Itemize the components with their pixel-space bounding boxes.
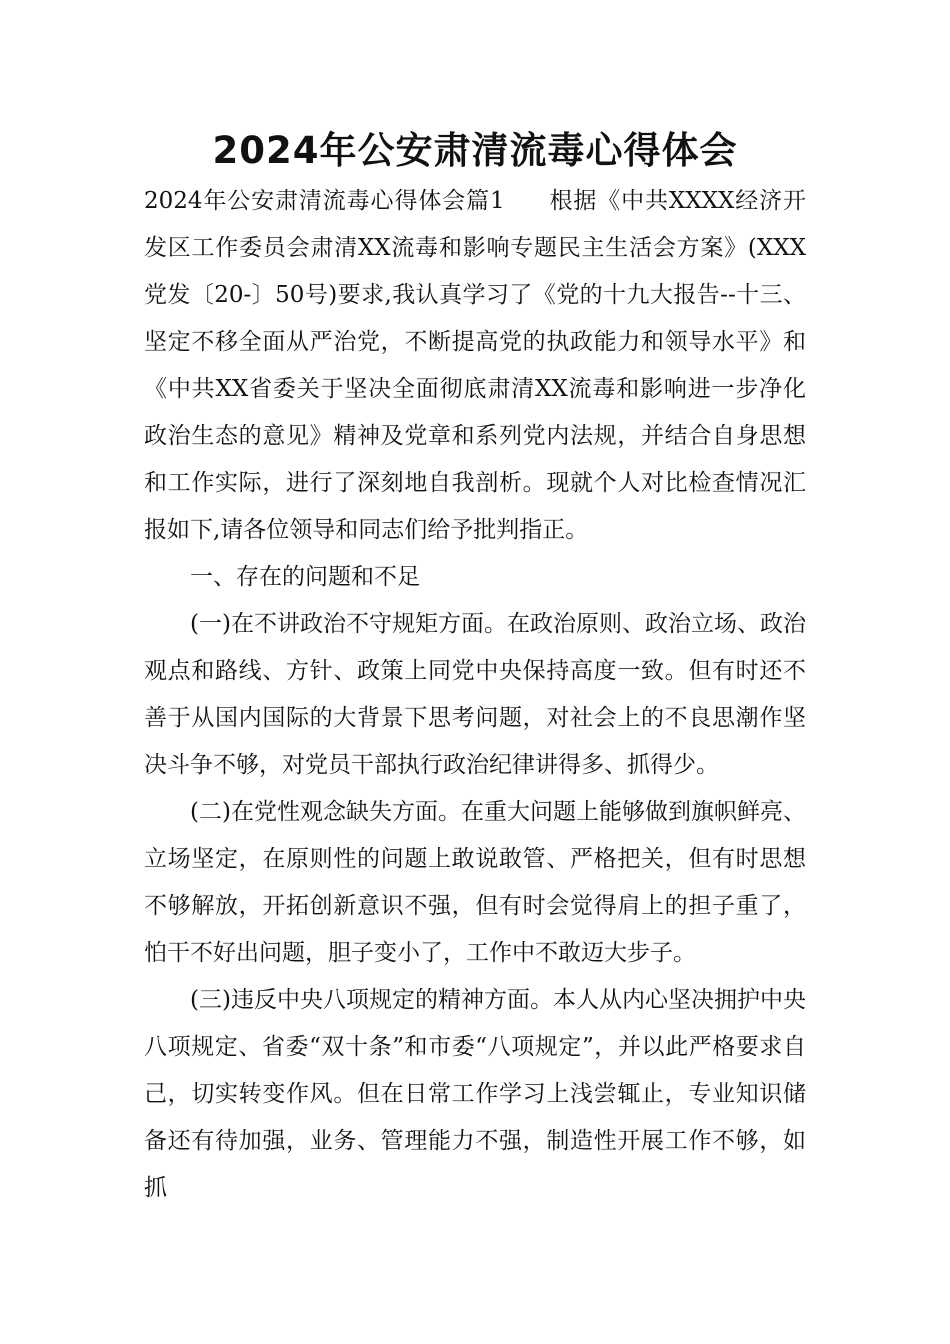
document-title: 2024年公安肃清流毒心得体会: [212, 129, 738, 172]
paragraph-2: (二)在党性观念缺失方面。在重大问题上能够做到旗帜鲜亮、立场坚定，在原则性的问题上敢说敢管、严格把关，但有时思想不够解放，开拓创新意识不强，但有时会觉得肩上的担子重了，怕干不好出问题，胆子变小了，工作中不敢迈大步子。: [144, 799, 806, 966]
document-body: [144, 178, 806, 1212]
intro-heading: 2024年公安肃清流毒心得体会篇1: [144, 188, 505, 214]
paragraph-3: (三)违反中央八项规定的精神方面。本人从内心坚决拥护中央八项规定、省委“双十条”和市委“八项规定”，并以此严格要求自己，切实转变作风。但在日常工作学习上浅尝辄止，专业知识储备还有待加强，业务、管理能力不强，制造性开展工作不够，如抓: [144, 987, 806, 1201]
paragraph-1: (一)在不讲政治不守规矩方面。在政治原则、政治立场、政治观点和路线、方针、政策上同党中央保持高度一致。但有时还不善于从国内国际的大背景下思考问题，对社会上的不良思潮作坚决斗争不够，对党员干部执行政治纪律讲得多、抓得少。: [144, 611, 806, 778]
intro-paragraph: [144, 178, 806, 554]
intro-text: 根据《中共XXXX经济开发区工作委员会肃清XX流毒和影响专题民主生活会方案》(XXX党发〔20-〕50号)要求,我认真学习了《党的十九大报告--十三、坚定不移全面从严治党，不断提高党的执政能力和领导水平》和《中共XX省委关于坚决全面彻底肃清XX流毒和影响进一步净化政治生态的意见》精神及党章和系列党内法规，并结合自身思想和工作实际，进行了深刻地自我剖析。现就个人对比检查情况汇报如下,请各位领导和同志们给予批判指正。: [144, 188, 806, 543]
section-heading: 一、存在的问题和不足: [190, 564, 420, 590]
